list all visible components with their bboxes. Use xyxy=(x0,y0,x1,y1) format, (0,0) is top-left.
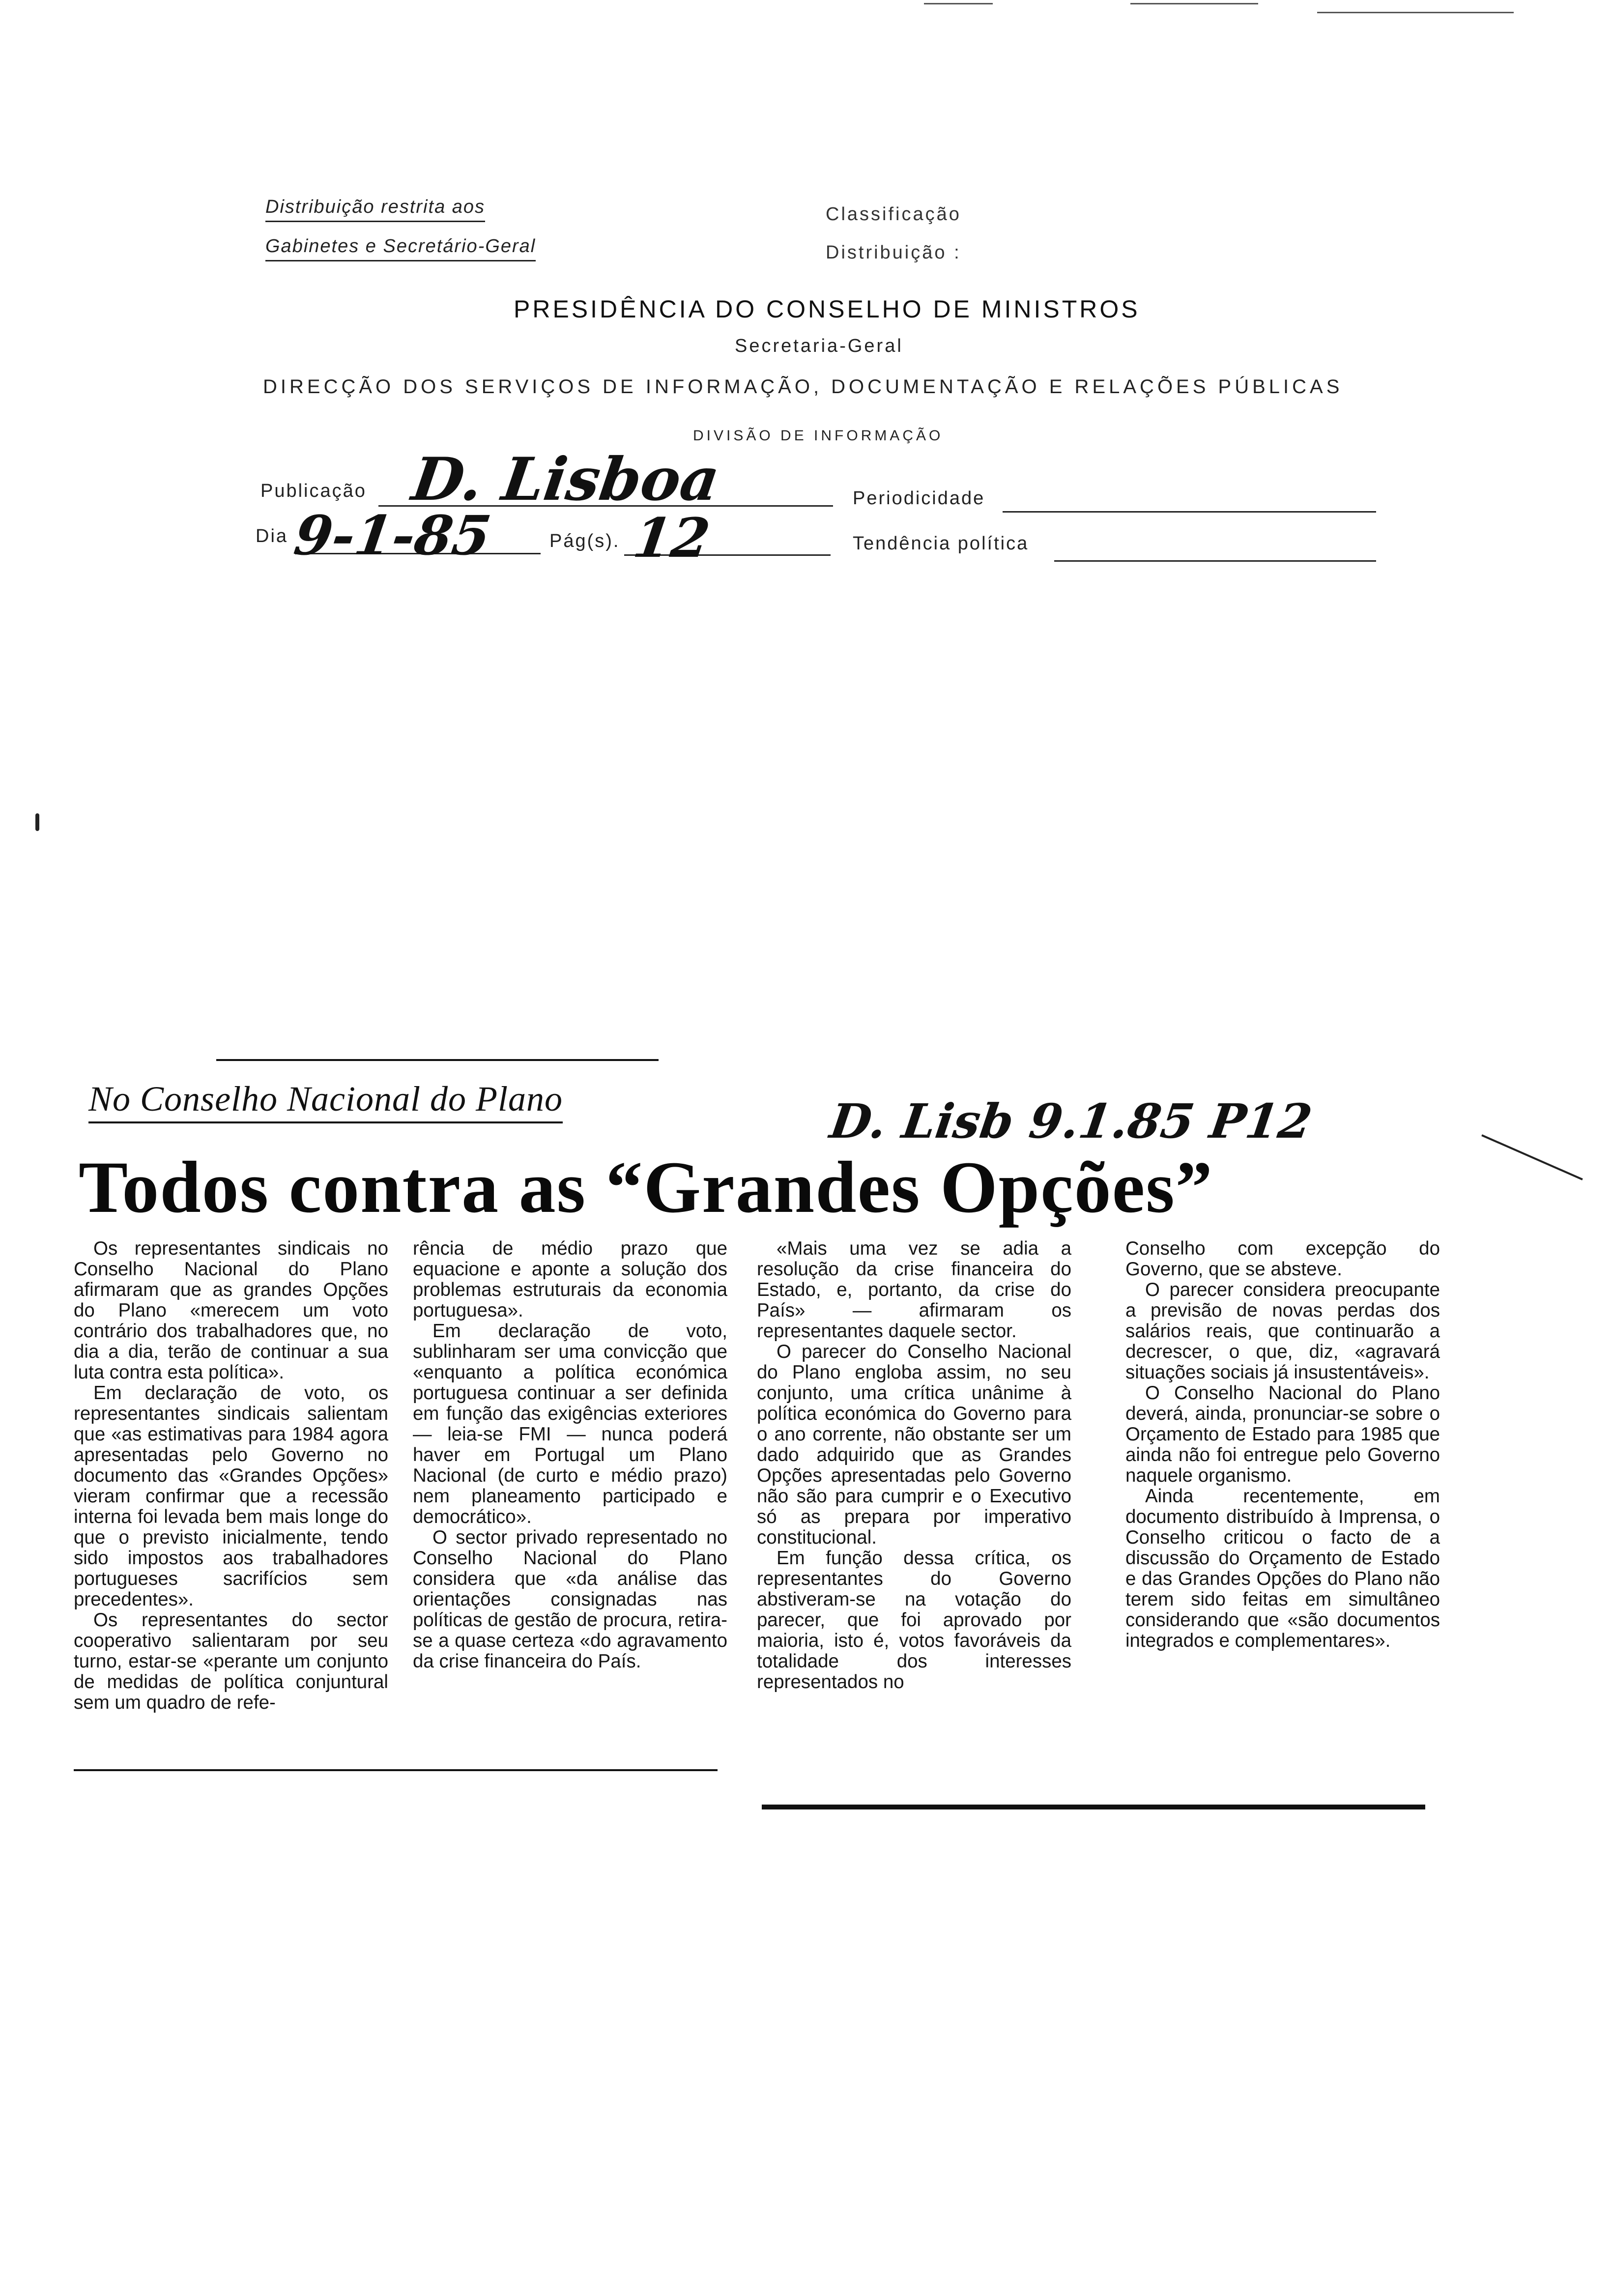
ministry-title: PRESIDÊNCIA DO CONSELHO DE MINISTROS xyxy=(514,295,1140,323)
directorate-title: DIRECÇÃO DOS SERVIÇOS DE INFORMAÇÃO, DOCUMENTAÇÃO E RELAÇÕES PÚBLICAS xyxy=(263,376,1343,398)
day-handwritten-value: 9-1-85 xyxy=(290,504,495,567)
paragraph: Em declaração de voto, os representantes sindicais salientam que «as estimativas para 1984 agora apresentadas pelo Governo no documento das «Grandes Opções» vieram confirmar que a recessão interna foi levada bem mais longe do que o previsto inicialmente, tendo sido impostos aos trabalhadores portugueses sacrifícios sem precedentes». xyxy=(74,1382,388,1610)
periodicity-field-line xyxy=(1003,511,1376,513)
bottom-rule-left xyxy=(74,1769,718,1771)
scan-artifact-line xyxy=(1317,12,1514,13)
paragraph: O parecer do Conselho Nacional do Plano engloba assim, no seu conjunto, uma crítica unânime à política económica do Governo para o ano corrente, não obstante ser um dado adquirido que as Grandes Opções apresentadas pelo Governo não são para cumprir e o Executivo só as prepara por imperativo constitucional. xyxy=(757,1341,1071,1548)
article-column-2 xyxy=(413,1238,727,1672)
restricted-distribution-line2: Gabinetes e Secretário-Geral xyxy=(265,236,536,261)
bottom-rule-right xyxy=(762,1805,1425,1809)
paragraph: Os representantes sindicais no Conselho Nacional do Plano afirmaram que as grandes Opções do Plano «merecem um voto contrário dos trabalhadores que, no dia a dia, terão de continuar a sua luta contra esta política». xyxy=(74,1238,388,1383)
publication-handwritten-value: D. Lisboa xyxy=(408,445,724,514)
paragraph: «Mais uma vez se adia a resolução da crise financeira do Estado, e, portanto, da crise do País» — afirmaram os representantes daquele sector. xyxy=(757,1238,1071,1342)
article-column-4 xyxy=(1125,1238,1440,1651)
paragraph: O Conselho Nacional do Plano deverá, ainda, pronunciar-se sobre o Orçamento de Estado para 1985 que ainda não foi entregue pelo Governo naquele organismo. xyxy=(1125,1382,1440,1486)
scan-artifact-line xyxy=(924,3,993,4)
pages-handwritten-value: 12 xyxy=(629,506,714,570)
paragraph: O parecer considera preocupante a previsão de novas perdas dos salários reais, que continuarão a decrescer, o que, diz, «agravará situações sociais já insustentáveis». xyxy=(1125,1279,1440,1383)
paragraph: O sector privado representado no Conselho Nacional do Plano considera que «da análise das orientações consignadas nas políticas de gestão de procura, retira-se a quase certeza «do agravamento da crise financeira do País. xyxy=(413,1527,727,1672)
top-rule xyxy=(216,1059,659,1061)
political-tendency-field-line xyxy=(1054,560,1376,562)
scan-artifact-line xyxy=(1130,3,1258,4)
political-tendency-label: Tendência política xyxy=(853,533,1029,554)
periodicity-label: Periodicidade xyxy=(853,488,985,509)
distribution-label: Distribuição : xyxy=(826,242,961,263)
margin-mark xyxy=(35,813,39,831)
day-label: Dia xyxy=(256,526,288,546)
publication-label: Publicação xyxy=(260,481,367,501)
paragraph: rência de médio prazo que equacione e aponte a solução dos problemas estruturais da economia portuguesa». xyxy=(413,1238,727,1321)
classification-label: Classificação xyxy=(826,204,961,225)
handwritten-annotation: D. Lisb 9.1.85 P12 xyxy=(827,1093,1316,1149)
article-headline: Todos contra as “Grandes Opções” xyxy=(79,1147,1213,1228)
secretariat-title: Secretaria-Geral xyxy=(735,336,903,356)
article-column-1 xyxy=(74,1238,388,1713)
paragraph: Ainda recentemente, em documento distribuído à Imprensa, o Conselho criticou o facto de a discussão do Orçamento de Estado e das Grandes Opções do Plano não terem sido feitas em simultâneo considerando que «são documentos integrados e complementares». xyxy=(1125,1486,1440,1651)
article-column-3 xyxy=(757,1238,1071,1693)
division-title: DIVISÃO DE INFORMAÇÃO xyxy=(693,428,944,444)
article-kicker: No Conselho Nacional do Plano xyxy=(88,1079,563,1123)
pages-label: Pág(s). xyxy=(549,531,620,551)
paragraph: Em declaração de voto, sublinharam ser uma convicção que «enquanto a política económica portuguesa continuar a ser definida em função das exigências exteriores — leia-se FMI — nunca poderá haver em Portugal um Plano Nacional (de curto e médio prazo) nem planeamento participado e democrático». xyxy=(413,1320,727,1527)
margin-arrow-mark xyxy=(1479,1125,1587,1194)
paragraph: Conselho com excepção do Governo, que se absteve. xyxy=(1125,1238,1440,1280)
paragraph: Os representantes do sector cooperativo salientaram por seu turno, estar-se «perante um conjunto de medidas de política conjuntural sem um quadro de refe- xyxy=(74,1609,388,1713)
restricted-distribution-line1: Distribuição restrita aos xyxy=(265,197,485,222)
paragraph: Em função dessa crítica, os representantes do Governo abstiveram-se na votação do parecer, que foi aprovado por maioria, isto é, votos favoráveis da totalidade dos interesses representados no xyxy=(757,1548,1071,1693)
